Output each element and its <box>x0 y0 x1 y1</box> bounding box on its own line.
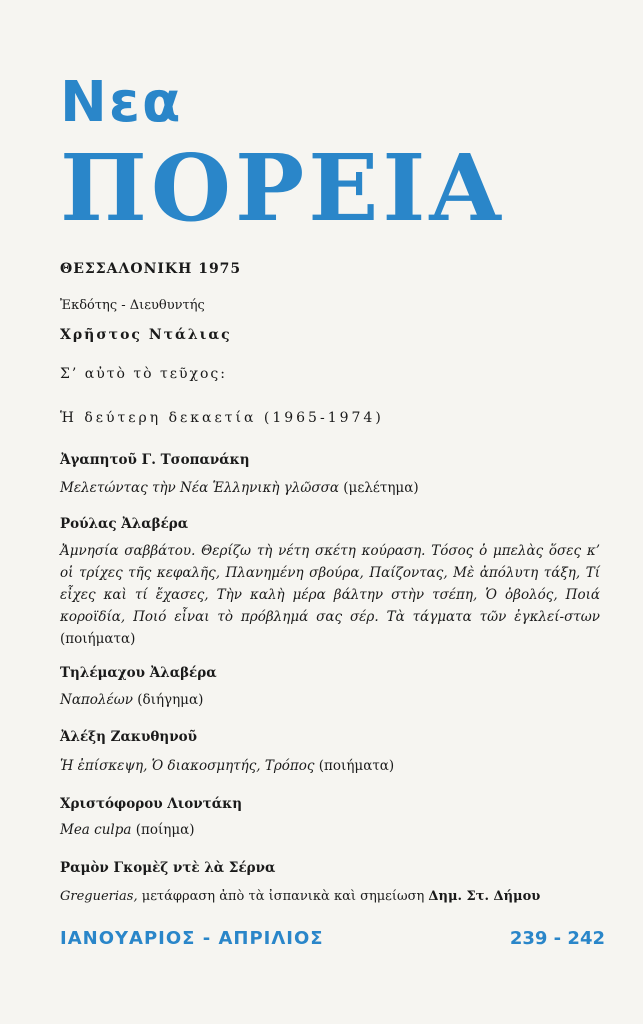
logo-nea: Νεα <box>60 70 183 135</box>
work-title-text: Greguerias, <box>60 889 138 904</box>
issue-numbers: 239 - 242 <box>509 928 605 949</box>
work-title <box>60 822 195 838</box>
work-title-text: Μελετώντας τὴν Νέα Ἑλληνικὴ γλῶσσα <box>60 480 339 496</box>
publisher-name: Χρῆστος Ντάλιας <box>60 327 232 343</box>
work-title-text: Ναπολέων <box>60 692 133 708</box>
work-note: (διήγημα) <box>137 692 204 708</box>
work-title-text: Ἀμνησία σαββάτου. Θερίζω τὴ νέτη σκέτη κούραση. Τόσος ὁ μπελὰς ὅσες κ’ οἱ τρίχες τῆς κεφαλῆς, Πλανημένη σβούρα, Παίζοντας, Μὲ ἀπόλυτη τάξη, Τί εἶχες καὶ τί ἔχασες, Τὴν καλὴ μέρα βάλτην στὴν τσέπη, Ὁ ὀβολός, Ποιά κοροϊδία, Ποιό εἶναι τὸ πρόβλημά σας σέρ. Τὰ τάγματα τῶν ἐγκλεί-στων <box>60 543 600 625</box>
work-note: (ποιήματα) <box>318 758 395 774</box>
work-title-text: Ἡ ἐπίσκεψη, Ὁ διακοσμητής, Τρόπος <box>60 758 315 774</box>
work-title-text: Mea culpa <box>60 822 132 838</box>
city-year: ΘΕΣΣΑΛΟΝΙΚΗ 1975 <box>60 261 242 277</box>
work-note: (ποιήματα) <box>60 631 136 647</box>
work-note: (ποίημα) <box>135 822 195 838</box>
author-name: Χριστόφορου Λιοντάκη <box>60 796 243 812</box>
work-note: (μελέτημα) <box>343 480 419 496</box>
author-name: Τηλέμαχου Ἀλαβέρα <box>60 665 217 681</box>
issue-label: Σ’ αὐτὸ τὸ τεῦχος: <box>60 366 227 382</box>
author-name: Ρούλας Ἀλαβέρα <box>60 516 189 532</box>
publisher-role: Ἐκδότης - Διευθυντής <box>60 298 205 313</box>
work-title-paragraph <box>60 540 600 650</box>
translator-name: Δημ. Στ. Δήμου <box>428 889 541 904</box>
work-title <box>60 692 203 708</box>
section-title: Ἡ δεύτερη δεκαετία (1965-1974) <box>60 410 384 426</box>
logo-poreia: ΠΟΡΕΙΑ <box>60 134 505 242</box>
work-title <box>60 480 419 496</box>
author-name: Ραμὸν Γκομὲζ ντὲ λὰ Σέρνα <box>60 860 276 876</box>
issue-months: ΙΑΝΟΥΑΡΙΟΣ - ΑΠΡΙΛΙΟΣ <box>60 928 324 949</box>
work-title <box>60 758 394 774</box>
author-name: Ἀγαπητοῦ Γ. Τσοπανάκη <box>60 452 250 468</box>
work-title <box>60 889 540 904</box>
author-name: Ἀλέξη Ζακυθηνοῦ <box>60 729 197 745</box>
work-note: μετάφραση ἀπὸ τὰ ἰσπανικὰ καὶ σημείωση <box>141 889 425 904</box>
